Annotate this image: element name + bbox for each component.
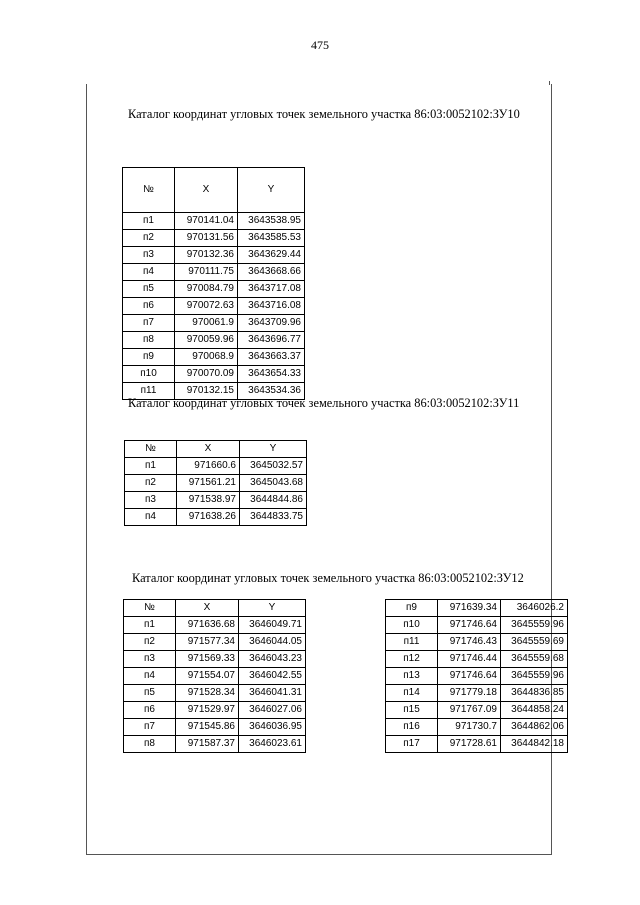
y-value: 3645559.69 (501, 634, 568, 651)
x-value: 970132.15 (175, 383, 238, 400)
coords-table-zu12-left (123, 599, 306, 753)
x-value: 971587.37 (176, 736, 239, 753)
table-row (124, 736, 306, 753)
y-value: 3643654.33 (238, 366, 305, 383)
point-number: п3 (125, 492, 177, 509)
table-row (386, 685, 568, 702)
table-row (124, 685, 306, 702)
x-value: 971746.64 (438, 617, 501, 634)
y-value: 3646049.71 (239, 617, 306, 634)
x-value: 971746.64 (438, 668, 501, 685)
y-value: 3644833.75 (240, 509, 307, 526)
y-value: 3646044.05 (239, 634, 306, 651)
y-value: 3644836.85 (501, 685, 568, 702)
y-value: 3643709.96 (238, 315, 305, 332)
coords-table-zu11 (124, 440, 307, 526)
point-number: п2 (125, 475, 177, 492)
point-number: п1 (125, 458, 177, 475)
table-header-row (124, 600, 306, 617)
coords-table-zu10 (122, 167, 305, 400)
y-value: 3643716.08 (238, 298, 305, 315)
table-row (386, 600, 568, 617)
x-value: 970061.9 (175, 315, 238, 332)
x-value: 971730.7 (438, 719, 501, 736)
point-number: п17 (386, 736, 438, 753)
header-y: Y (239, 600, 306, 617)
table-row (124, 651, 306, 668)
header-number: № (123, 168, 175, 213)
y-value: 3643663.37 (238, 349, 305, 366)
y-value: 3645559.96 (501, 668, 568, 685)
point-number: п7 (124, 719, 176, 736)
point-number: п5 (123, 281, 175, 298)
point-number: п8 (124, 736, 176, 753)
section-title-zu12: Каталог координат угловых точек земельного участка 86:03:0052102:ЗУ12 (132, 571, 524, 585)
x-value: 971554.07 (176, 668, 239, 685)
header-number: № (125, 441, 177, 458)
table-row (123, 349, 305, 366)
section-title-zu11: Каталог координат угловых точек земельного участка 86:03:0052102:ЗУ11 (128, 396, 520, 410)
header-y: Y (238, 168, 305, 213)
table-row (123, 281, 305, 298)
x-value: 970068.9 (175, 349, 238, 366)
y-value: 3645559.96 (501, 617, 568, 634)
table-row (123, 264, 305, 281)
table-row (125, 458, 307, 475)
y-value: 3644862.06 (501, 719, 568, 736)
table-row (123, 213, 305, 230)
y-value: 3644844.86 (240, 492, 307, 509)
table-header-row (125, 441, 307, 458)
table-row (125, 475, 307, 492)
table-row (386, 736, 568, 753)
point-number: п10 (123, 366, 175, 383)
y-value: 3643629.44 (238, 247, 305, 264)
table-row (123, 247, 305, 264)
x-value: 970132.36 (175, 247, 238, 264)
point-number: п2 (124, 634, 176, 651)
x-value: 970111.75 (175, 264, 238, 281)
y-value: 3643538.95 (238, 213, 305, 230)
x-value: 971746.43 (438, 634, 501, 651)
x-value: 970072.63 (175, 298, 238, 315)
x-value: 971569.33 (176, 651, 239, 668)
table-row (125, 492, 307, 509)
x-value: 970070.09 (175, 366, 238, 383)
point-number: п4 (125, 509, 177, 526)
header-y: Y (240, 441, 307, 458)
x-value: 970141.04 (175, 213, 238, 230)
table-row (386, 719, 568, 736)
point-number: п2 (123, 230, 175, 247)
x-value: 971528.34 (176, 685, 239, 702)
x-value: 971638.26 (177, 509, 240, 526)
y-value: 3646027.06 (239, 702, 306, 719)
x-value: 971639.34 (438, 600, 501, 617)
table-row (123, 366, 305, 383)
point-number: п11 (123, 383, 175, 400)
y-value: 3646042.55 (239, 668, 306, 685)
header-x: X (176, 600, 239, 617)
table-row (124, 617, 306, 634)
point-number: п9 (386, 600, 438, 617)
header-number: № (124, 600, 176, 617)
point-number: п13 (386, 668, 438, 685)
table-row (124, 702, 306, 719)
table-row (124, 634, 306, 651)
table-row (386, 668, 568, 685)
point-number: п15 (386, 702, 438, 719)
point-number: п9 (123, 349, 175, 366)
point-number: п10 (386, 617, 438, 634)
point-number: п12 (386, 651, 438, 668)
point-number: п8 (123, 332, 175, 349)
x-value: 971577.34 (176, 634, 239, 651)
y-value: 3646041.31 (239, 685, 306, 702)
point-number: п14 (386, 685, 438, 702)
y-value: 3643534.36 (238, 383, 305, 400)
x-value: 971538.97 (177, 492, 240, 509)
point-number: п7 (123, 315, 175, 332)
table-row (123, 332, 305, 349)
y-value: 3645043.68 (240, 475, 307, 492)
y-value: 3644858.24 (501, 702, 568, 719)
y-value: 3645032.57 (240, 458, 307, 475)
x-value: 971561.21 (177, 475, 240, 492)
point-number: п16 (386, 719, 438, 736)
point-number: п6 (123, 298, 175, 315)
x-value: 971779.18 (438, 685, 501, 702)
x-value: 970059.96 (175, 332, 238, 349)
table-row (386, 634, 568, 651)
table-row (124, 668, 306, 685)
y-value: 3646043.23 (239, 651, 306, 668)
y-value: 3646036.95 (239, 719, 306, 736)
x-value: 971728.61 (438, 736, 501, 753)
point-number: п4 (124, 668, 176, 685)
page-number: 475 (311, 38, 329, 52)
point-number: п3 (123, 247, 175, 264)
y-value: 3646026.2 (501, 600, 568, 617)
header-x: X (177, 441, 240, 458)
y-value: 3643585.53 (238, 230, 305, 247)
y-value: 3646023.61 (239, 736, 306, 753)
y-value: 3645559.68 (501, 651, 568, 668)
point-number: п1 (124, 617, 176, 634)
section-title-zu10: Каталог координат угловых точек земельного участка 86:03:0052102:ЗУ10 (128, 107, 520, 121)
x-value: 971767.09 (438, 702, 501, 719)
point-number: п5 (124, 685, 176, 702)
y-value: 3643668.66 (238, 264, 305, 281)
y-value: 3643717.08 (238, 281, 305, 298)
x-value: 971746.44 (438, 651, 501, 668)
x-value: 971545.86 (176, 719, 239, 736)
table-row (386, 702, 568, 719)
point-number: п3 (124, 651, 176, 668)
x-value: 970084.79 (175, 281, 238, 298)
header-x: X (175, 168, 238, 213)
table-row (125, 509, 307, 526)
table-row (123, 298, 305, 315)
table-header-row (123, 168, 305, 213)
y-value: 3643696.77 (238, 332, 305, 349)
table-row (386, 617, 568, 634)
x-value: 970131.56 (175, 230, 238, 247)
point-number: п6 (124, 702, 176, 719)
table-row (386, 651, 568, 668)
coords-table-zu12-right (385, 599, 568, 753)
table-row (124, 719, 306, 736)
y-value: 3644842.18 (501, 736, 568, 753)
x-value: 971660.6 (177, 458, 240, 475)
table-row (123, 315, 305, 332)
point-number: п11 (386, 634, 438, 651)
frame-corner-mark (549, 81, 550, 85)
x-value: 971529.97 (176, 702, 239, 719)
point-number: п4 (123, 264, 175, 281)
x-value: 971636.68 (176, 617, 239, 634)
point-number: п1 (123, 213, 175, 230)
table-row (123, 230, 305, 247)
